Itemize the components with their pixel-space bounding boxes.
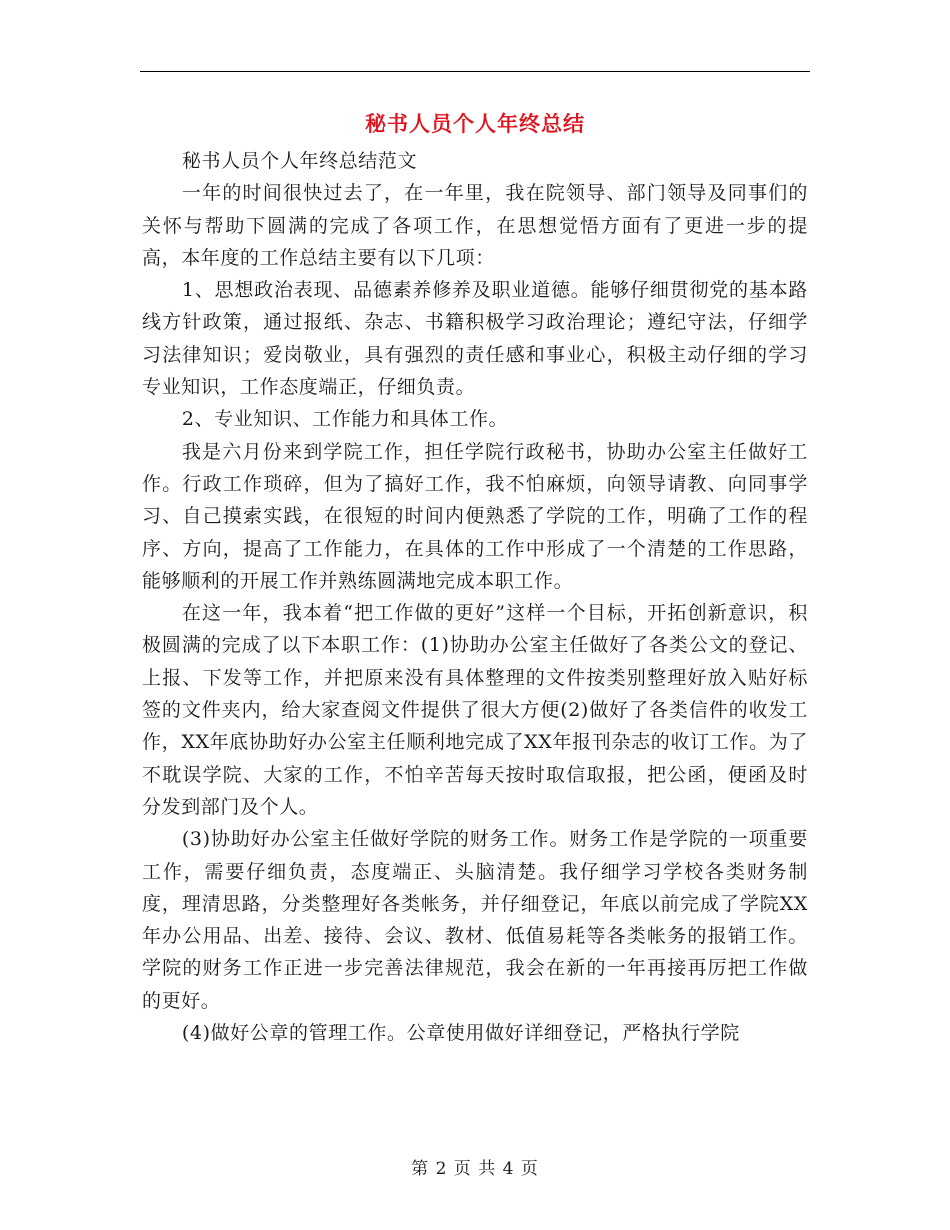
paragraph-subtitle: 秘书人员个人年终总结范文	[181, 150, 418, 172]
document-body	[142, 145, 808, 1049]
header-rule	[140, 71, 810, 72]
paragraph-intro: 一年的时间很快过去了，在一年里，我在院领导、部门领导及同事们的关怀与帮助下圆满的完成了各项工作，在思想觉悟方面有了更进一步的提高，本年度的工作总结主要有以下几项：	[142, 182, 808, 269]
paragraph-finance: (3)协助好办公室主任做好学院的财务工作。财务工作是学院的一项重要工作，需要仔细负责，态度端正、头脑清楚。我仔细学习学校各类财务制度，理清思路，分类整理好各类帐务，并仔细登记，年底以前完成了学院XX年办公用品、出差、接待、会议、教材、低值易耗等各类帐务的报销工作。学院的财务工作正进一步完善法律规范，我会在新的一年再接再厉把工作做的更好。	[142, 828, 808, 1012]
paragraph-item-1: 1、思想政治表现、品德素养修养及职业道德。能够仔细贯彻党的基本路线方针政策，通过报纸、杂志、书籍积极学习政治理论；遵纪守法，仔细学习法律知识；爱岗敬业，具有强烈的责任感和事业心，积极主动仔细的学习专业知识，工作态度端正，仔细负责。	[142, 279, 808, 399]
paragraph-duties: 在这一年，我本着“把工作做的更好”这样一个目标，开拓创新意识，积极圆满的完成了以下本职工作：(1)协助办公室主任做好了各类公文的登记、上报、下发等工作，并把原来没有具体整理的文件按类别整理好放入贴好标签的文件夹内，给大家查阅文件提供了很大方便(2)做好了各类信件的收发工作，XX年底协助好办公室主任顺利地完成了XX年报刊杂志的收订工作。为了不耽误学院、大家的工作，不怕辛苦每天按时取信取报，把公函，便函及时分发到部门及个人。	[142, 602, 808, 818]
paragraph-work-intro: 我是六月份来到学院工作，担任学院行政秘书，协助办公室主任做好工作。行政工作琐碎，但为了搞好工作，我不怕麻烦，向领导请教、向同事学习、自己摸索实践，在很短的时间内便熟悉了学院的工作，明确了工作的程序、方向，提高了工作能力，在具体的工作中形成了一个清楚的工作思路，能够顺利的开展工作并熟练圆满地完成本职工作。	[142, 440, 808, 592]
paragraph-seal: (4)做好公章的管理工作。公章使用做好详细登记，严格执行学院	[181, 1022, 740, 1045]
page-footer: 第 2 页 共 4 页	[411, 1159, 539, 1179]
paragraph-item-2: 2、专业知识、工作能力和具体工作。	[181, 408, 509, 431]
document-title: 秘书人员个人年终总结	[365, 112, 585, 136]
